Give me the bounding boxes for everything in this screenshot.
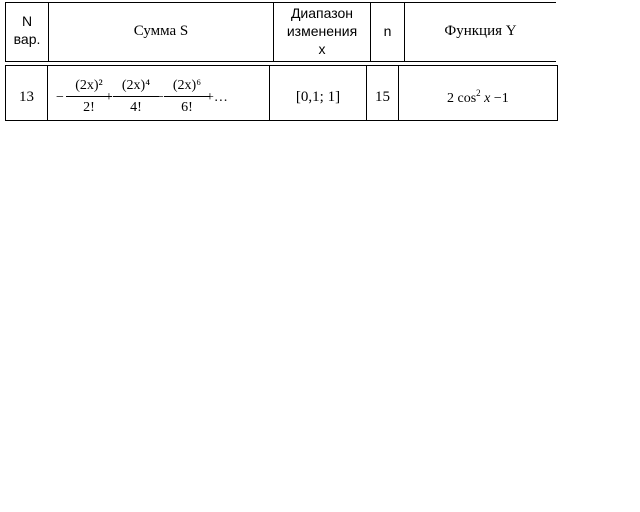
col-divider-5-row [398, 65, 399, 121]
table-top-border [5, 2, 556, 3]
sum-term-3-bar [164, 96, 210, 97]
sum-term-3-numerator: (2x)⁶ [172, 78, 202, 93]
row-function [447, 90, 509, 108]
row-bottom-border [5, 120, 558, 121]
row-n: 15 [375, 89, 390, 105]
sum-term-3-denominator: 6! [181, 100, 193, 115]
row-variant: 13 [19, 89, 34, 105]
sum-term-1-numerator: (2x)² [75, 78, 103, 93]
sum-term-2 [113, 78, 159, 116]
function-rest: −1 [493, 91, 509, 106]
row-range: [0,1; 1] [295, 89, 341, 105]
header-sum: Сумма S [133, 23, 189, 39]
header-range-line3: x [318, 41, 326, 57]
sum-sign-2: + [105, 90, 113, 105]
header-variant-line1: N [21, 13, 33, 29]
function-name: cos [457, 91, 477, 106]
function-coef: 2 [447, 91, 454, 106]
col-divider-6-row [557, 65, 558, 121]
header-variant [6, 12, 48, 48]
header-range-line1: Диапазон [290, 5, 354, 21]
header-function: Функция Y [444, 23, 517, 39]
sum-term-3 [164, 78, 210, 116]
header-range [274, 4, 370, 58]
header-variant-line2: вар. [13, 31, 41, 47]
sum-term-2-numerator: (2x)⁴ [121, 78, 151, 93]
header-bottom-border [5, 61, 556, 62]
sum-tail: +… [206, 90, 228, 105]
sum-sign-3: − [156, 90, 164, 105]
sum-sign-1: − [56, 90, 64, 105]
function-var: x [484, 91, 491, 106]
header-n: n [383, 23, 392, 39]
header-range-line2: изменения [286, 23, 358, 39]
col-divider-2-row [47, 65, 48, 121]
sum-term-2-bar [113, 96, 159, 97]
function-power: 2 [476, 88, 481, 98]
header-bottom-border-2 [5, 65, 558, 66]
sum-term-1-denominator: 2! [83, 100, 95, 115]
sum-term-2-denominator: 4! [130, 100, 142, 115]
